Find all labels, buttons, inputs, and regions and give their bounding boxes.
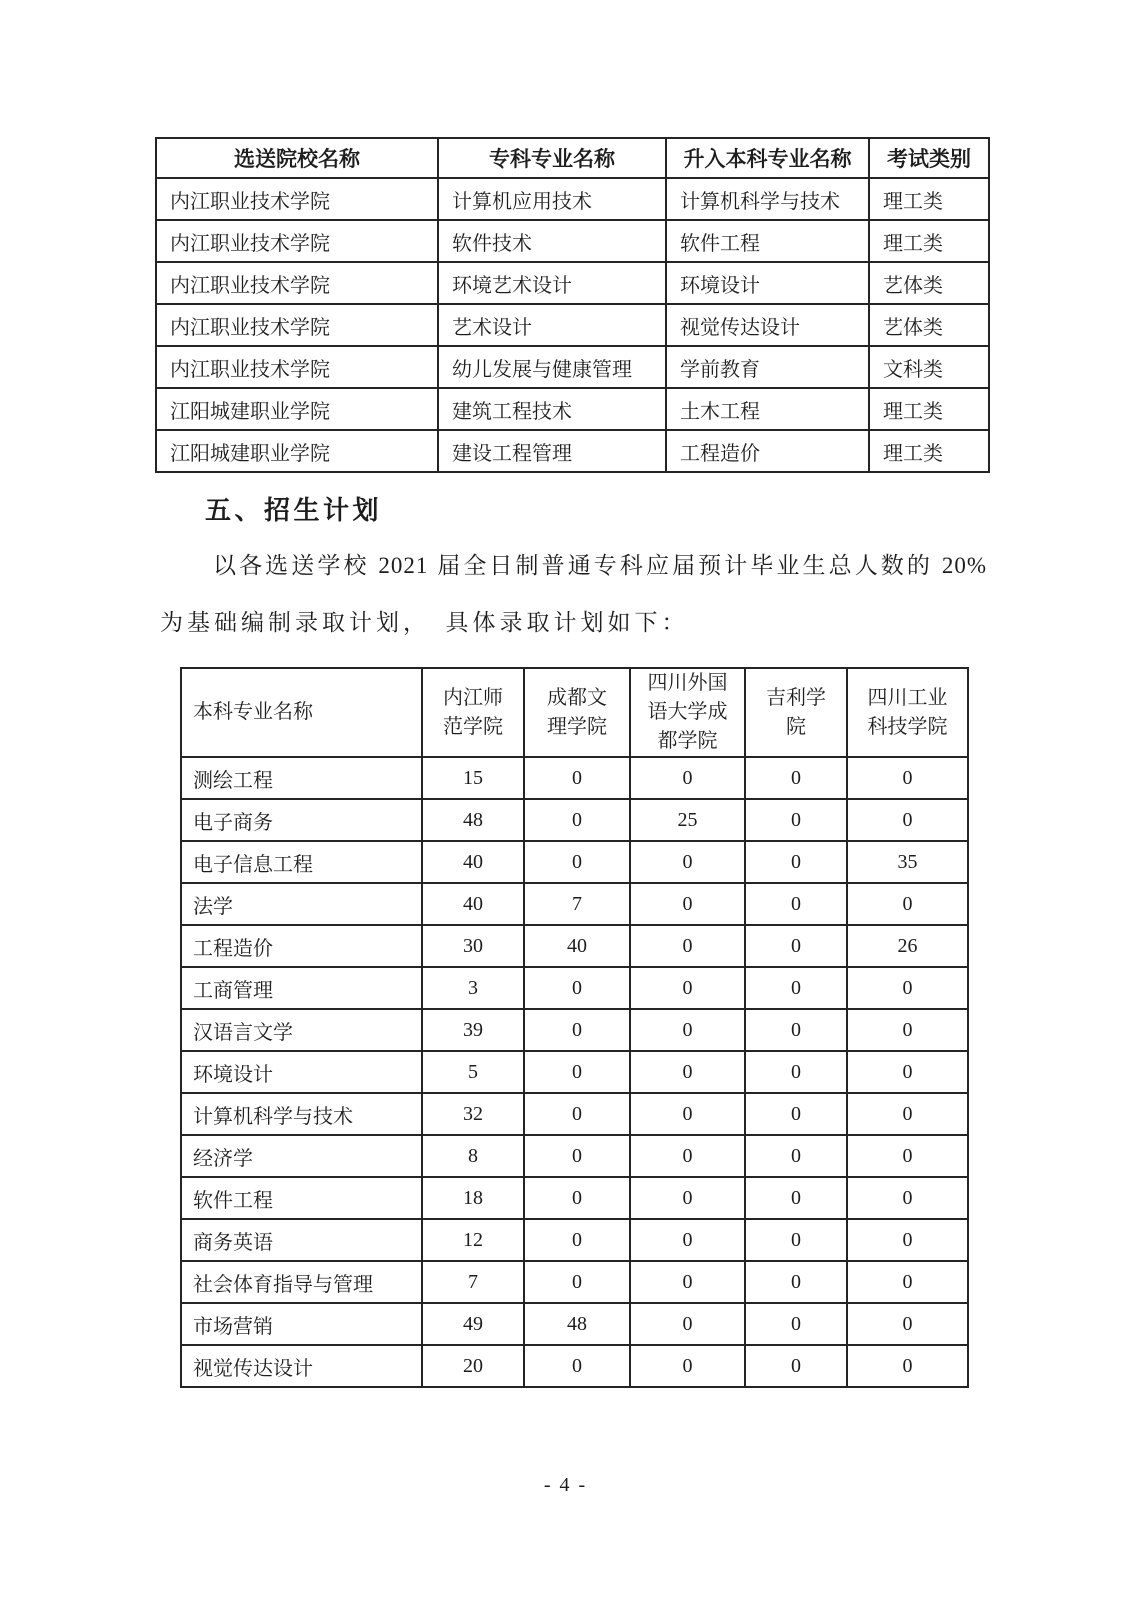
- plan_table-cell: 0: [847, 757, 968, 799]
- table-row: [156, 388, 989, 430]
- table-row: [181, 1345, 968, 1387]
- plan_table-cell: 0: [745, 925, 847, 967]
- plan_table-cell: 0: [745, 1345, 847, 1387]
- plan_table-cell: 32: [422, 1093, 524, 1135]
- plan_table-cell: 49: [422, 1303, 524, 1345]
- page-number: - 4 -: [543, 1474, 588, 1496]
- table-row: [181, 1219, 968, 1261]
- plan_table-cell: 0: [524, 1261, 630, 1303]
- plan_table-cell: 26: [847, 925, 968, 967]
- section-heading: 五、招生计划: [205, 496, 383, 525]
- transfer_table-cell: 理工类: [869, 388, 989, 430]
- plan_table-cell: 18: [422, 1177, 524, 1219]
- plan_table-cell: 0: [745, 1093, 847, 1135]
- transfer_table-cell: 建设工程管理: [438, 430, 666, 472]
- plan_table-cell: 0: [524, 1219, 630, 1261]
- transfer_table-cell: 幼儿发展与健康管理: [438, 346, 666, 388]
- plan_table-cell: 0: [745, 1051, 847, 1093]
- transfer_table-cell: 软件工程: [666, 220, 869, 262]
- transfer_table-cell: 艺体类: [869, 304, 989, 346]
- plan_table-cell: 0: [524, 1345, 630, 1387]
- table-row: [181, 1135, 968, 1177]
- transfer_table-header-cell: 升入本科专业名称: [666, 138, 869, 178]
- plan_table-cell: 48: [524, 1303, 630, 1345]
- transfer_table-cell: 江阳城建职业学院: [156, 430, 438, 472]
- transfer_table-cell: 工程造价: [666, 430, 869, 472]
- plan_table-cell: 0: [630, 757, 745, 799]
- transfer_table-cell: 江阳城建职业学院: [156, 388, 438, 430]
- transfer_table-cell: 软件技术: [438, 220, 666, 262]
- plan_table-cell: 0: [524, 1093, 630, 1135]
- plan_table-cell: 0: [745, 1009, 847, 1051]
- plan_table-header-cell: 四川外国语大学成都学院: [630, 668, 745, 757]
- plan_table-cell: 0: [847, 1261, 968, 1303]
- plan_table-cell: 0: [630, 1345, 745, 1387]
- plan_table-cell: 0: [847, 883, 968, 925]
- table-row: [156, 262, 989, 304]
- plan_table-cell: 0: [524, 1009, 630, 1051]
- plan_table-cell: 法学: [181, 883, 422, 925]
- plan_table-cell: 0: [745, 967, 847, 1009]
- table-row: [181, 967, 968, 1009]
- transfer_table-cell: 理工类: [869, 220, 989, 262]
- plan_table-cell: 40: [422, 841, 524, 883]
- transfer_table-cell: 内江职业技术学院: [156, 346, 438, 388]
- transfer_table-cell: 文科类: [869, 346, 989, 388]
- plan_table-cell: 0: [745, 799, 847, 841]
- plan_table-cell: 7: [524, 883, 630, 925]
- table-row: [181, 883, 968, 925]
- transfer_table-cell: 内江职业技术学院: [156, 262, 438, 304]
- plan_table-cell: 0: [630, 1135, 745, 1177]
- plan_table-cell: 0: [630, 1093, 745, 1135]
- plan_table-cell: 25: [630, 799, 745, 841]
- table-row: [156, 178, 989, 220]
- plan_table-cell: 0: [630, 1261, 745, 1303]
- plan_table-cell: 0: [524, 1051, 630, 1093]
- transfer_table-cell: 环境设计: [666, 262, 869, 304]
- transfer_table-cell: 理工类: [869, 178, 989, 220]
- plan_table-cell: 社会体育指导与管理: [181, 1261, 422, 1303]
- transfer_table-cell: 计算机应用技术: [438, 178, 666, 220]
- table-row: [181, 925, 968, 967]
- transfer_table-cell: 内江职业技术学院: [156, 220, 438, 262]
- plan_table-cell: 0: [847, 1303, 968, 1345]
- transfer_table-cell: 内江职业技术学院: [156, 304, 438, 346]
- plan_table-cell: 15: [422, 757, 524, 799]
- plan_table-cell: 0: [630, 1177, 745, 1219]
- plan_table-cell: 商务英语: [181, 1219, 422, 1261]
- table-row: [156, 346, 989, 388]
- plan_table-header-row: [181, 668, 968, 757]
- plan_table-cell: 0: [745, 757, 847, 799]
- transfer_table-header-cell: 选送院校名称: [156, 138, 438, 178]
- plan_table-cell: 经济学: [181, 1135, 422, 1177]
- plan_table-cell: 0: [630, 1009, 745, 1051]
- plan_table-cell: 计算机科学与技术: [181, 1093, 422, 1135]
- plan_table-cell: 测绘工程: [181, 757, 422, 799]
- table-row: [181, 1303, 968, 1345]
- plan_table-cell: 电子信息工程: [181, 841, 422, 883]
- table-row: [181, 1009, 968, 1051]
- plan_table-cell: 0: [745, 1135, 847, 1177]
- plan_table-cell: 20: [422, 1345, 524, 1387]
- plan_table-cell: 40: [524, 925, 630, 967]
- transfer_table-cell: 环境艺术设计: [438, 262, 666, 304]
- plan_table-cell: 8: [422, 1135, 524, 1177]
- plan_table-cell: 工商管理: [181, 967, 422, 1009]
- plan_table-cell: 30: [422, 925, 524, 967]
- transfer-majors-table: [155, 137, 990, 473]
- plan_table-cell: 3: [422, 967, 524, 1009]
- table-row: [181, 799, 968, 841]
- transfer_table-cell: 建筑工程技术: [438, 388, 666, 430]
- plan_table-cell: 0: [630, 967, 745, 1009]
- plan_table-cell: 0: [630, 1051, 745, 1093]
- plan_table-cell: 0: [847, 1219, 968, 1261]
- plan_table-cell: 工程造价: [181, 925, 422, 967]
- plan_table-cell: 0: [847, 1177, 968, 1219]
- transfer_table-cell: 艺术设计: [438, 304, 666, 346]
- table-row: [156, 430, 989, 472]
- plan_table-cell: 0: [847, 1345, 968, 1387]
- transfer_table-cell: 土木工程: [666, 388, 869, 430]
- plan_table-cell: 7: [422, 1261, 524, 1303]
- plan_table-cell: 0: [630, 1303, 745, 1345]
- plan_table-cell: 电子商务: [181, 799, 422, 841]
- plan_table-cell: 0: [524, 1135, 630, 1177]
- plan_table-header-cell: 本科专业名称: [181, 668, 422, 757]
- plan_table-cell: 视觉传达设计: [181, 1345, 422, 1387]
- plan_table-header-cell: 内江师范学院: [422, 668, 524, 757]
- table-row: [156, 220, 989, 262]
- plan_table-cell: 48: [422, 799, 524, 841]
- table-row: [181, 1177, 968, 1219]
- plan_table-cell: 5: [422, 1051, 524, 1093]
- table-row: [181, 1261, 968, 1303]
- plan_table-cell: 0: [524, 967, 630, 1009]
- table-row: [181, 1093, 968, 1135]
- table-row: [181, 757, 968, 799]
- table-row: [181, 841, 968, 883]
- plan_table-cell: 0: [630, 1219, 745, 1261]
- paragraph-line-1: 以各选送学校 2021 届全日制普通专科应届预计毕业生总人数的 20%: [213, 553, 987, 578]
- transfer_table-cell: 理工类: [869, 430, 989, 472]
- transfer_table-cell: 学前教育: [666, 346, 869, 388]
- plan_table-cell: 0: [630, 841, 745, 883]
- plan_table-cell: 0: [524, 841, 630, 883]
- enrollment-plan-table: [180, 667, 969, 1388]
- transfer_table-header-row: [156, 138, 989, 178]
- plan_table-cell: 0: [745, 1219, 847, 1261]
- transfer_table-cell: 内江职业技术学院: [156, 178, 438, 220]
- paragraph-line-2: 为基础编制录取计划， 具体录取计划如下：: [160, 610, 689, 635]
- plan_table-cell: 0: [847, 1135, 968, 1177]
- plan_table-header-cell: 四川工业科技学院: [847, 668, 968, 757]
- plan_table-header-cell: 吉利学院: [745, 668, 847, 757]
- table-row: [181, 1051, 968, 1093]
- plan_table-cell: 0: [847, 967, 968, 1009]
- plan_table-cell: 市场营销: [181, 1303, 422, 1345]
- plan_table-cell: 汉语言文学: [181, 1009, 422, 1051]
- plan_table-cell: 0: [524, 799, 630, 841]
- plan_table-cell: 环境设计: [181, 1051, 422, 1093]
- plan_table-cell: 0: [847, 799, 968, 841]
- plan_table-cell: 0: [630, 883, 745, 925]
- plan_table-cell: 0: [745, 1261, 847, 1303]
- plan_table-cell: 0: [745, 1303, 847, 1345]
- plan_table-cell: 40: [422, 883, 524, 925]
- transfer_table-header-cell: 专科专业名称: [438, 138, 666, 178]
- plan_table-cell: 35: [847, 841, 968, 883]
- plan_table-cell: 39: [422, 1009, 524, 1051]
- plan_table-cell: 0: [524, 757, 630, 799]
- plan_table-cell: 0: [847, 1009, 968, 1051]
- plan_table-cell: 0: [630, 925, 745, 967]
- transfer_table-cell: 视觉传达设计: [666, 304, 869, 346]
- plan_table-cell: 0: [745, 841, 847, 883]
- transfer_table-header-cell: 考试类别: [869, 138, 989, 178]
- table-row: [156, 304, 989, 346]
- plan_table-cell: 0: [847, 1093, 968, 1135]
- plan_table-cell: 0: [847, 1051, 968, 1093]
- plan_table-cell: 12: [422, 1219, 524, 1261]
- plan_table-cell: 0: [745, 1177, 847, 1219]
- plan_table-header-cell: 成都文理学院: [524, 668, 630, 757]
- transfer_table-cell: 计算机科学与技术: [666, 178, 869, 220]
- plan_table-cell: 软件工程: [181, 1177, 422, 1219]
- plan_table-cell: 0: [524, 1177, 630, 1219]
- transfer_table-cell: 艺体类: [869, 262, 989, 304]
- plan_table-cell: 0: [745, 883, 847, 925]
